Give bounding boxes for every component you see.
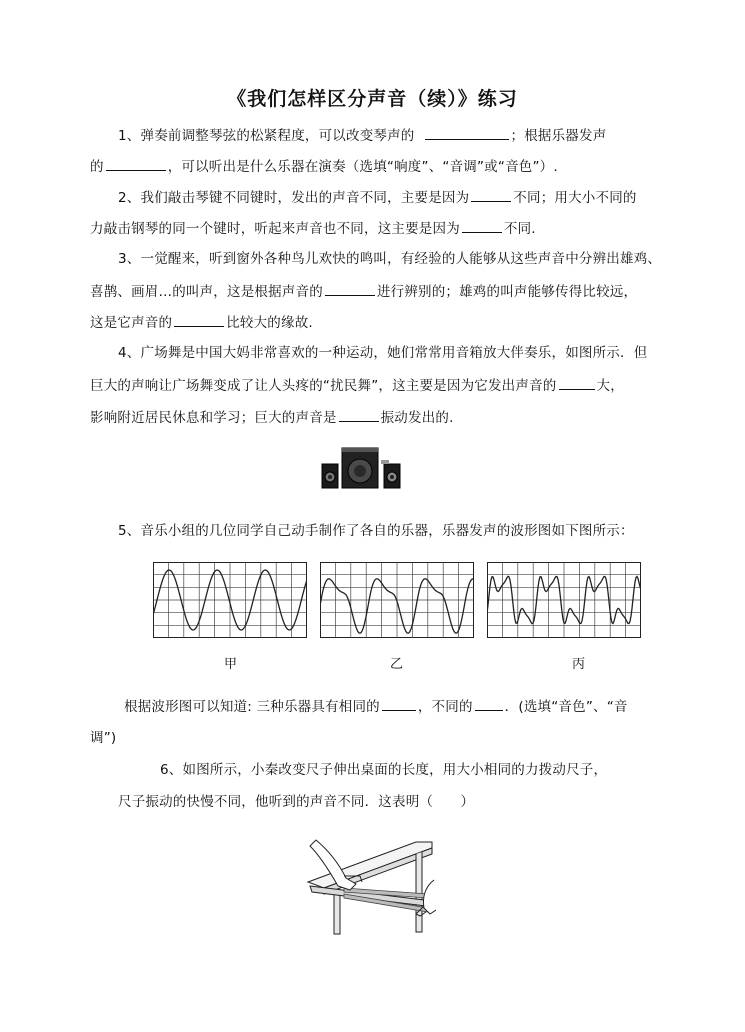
q4-text-c: 影响附近居民休息和学习；巨大的声音是 [90,410,337,426]
waveform-label-jia: 甲 [224,657,238,672]
q4-text-b: 大， [596,378,624,394]
q4-blank-2[interactable] [339,408,379,422]
q5-text-b: ，不同的 [417,699,473,715]
q4-line1: 4、广场舞是中国大妈非常喜欢的一种运动，她们常常用音箱放大伴奏乐，如图所示．但 [118,345,648,361]
q3-line2 [90,282,637,301]
waveform-yi [320,562,474,638]
q2-blank-1[interactable] [471,188,511,202]
waveform-jia [153,562,307,638]
q4-blank-1[interactable] [559,376,595,390]
q6-line1: 6、如图所示，小秦改变尺子伸出桌面的长度，用大小相同的力拨动尺子， [160,762,608,778]
q3-text-d: 比较大的缘故. [226,315,313,331]
q5-text-a: 根据波形图可以知道: 三种乐器具有相同的 [124,699,380,715]
q1-text-b: ；根据乐器发声 [510,128,607,144]
q1-line2 [90,157,558,176]
q2-text-c: 力敲击钢琴的同一个键时，听起来声音也不同，这主要是因为 [90,221,460,237]
q3-blank-1[interactable] [325,282,375,296]
waveform-label-yi: 乙 [390,657,404,672]
q5-blank-1[interactable] [382,697,416,711]
q1-blank-2[interactable] [106,157,166,171]
q1-blank-1[interactable] [425,126,509,140]
q5-after-line1 [124,697,628,716]
q4-line2 [90,376,624,395]
speaker-image [318,444,412,492]
q3-text-c: 这是它声音的 [90,315,173,331]
q3-line1: 3、一觉醒来，听到窗外各种鸟儿欢快的鸣叫，有经验的人能够从这些声音中分辨出雄鸡、 [118,251,662,267]
q1-text-d: ，可以听出是什么乐器在演奏（选填“响度”、“音调”或“音色”）. [167,159,558,175]
ruler-desk-image [304,836,436,936]
q2-text-a: 2、我们敲击琴键不同键时，发出的声音不同，主要是因为 [118,190,470,206]
waveform-label-bing: 丙 [572,657,586,672]
q2-blank-2[interactable] [462,219,502,233]
q3-blank-2[interactable] [174,313,224,327]
q3-text-a: 喜鹊、画眉…的叫声，这是根据声音的 [90,284,323,300]
q4-text-a: 巨大的声响让广场舞变成了让人头疼的“扰民舞”，这主要是因为它发出声音的 [90,378,557,394]
q1-line1 [118,126,606,145]
q4-line3 [90,408,454,427]
q2-line1 [118,188,637,207]
q3-text-b: 进行辨别的；雄鸡的叫声能够传得比较远， [376,284,638,300]
q5-text-c: ．(选填“音色”、“音 [504,699,628,715]
q1-text-a: 1、弹奏前调整琴弦的松紧程度，可以改变琴声的 [118,128,415,144]
q6-line2: 尺子振动的快慢不同，他听到的声音不同．这表明（ ） [118,794,475,810]
q2-text-d: 不同. [503,221,536,237]
q2-line2 [90,219,536,238]
q3-line3 [90,313,313,332]
q2-text-b: 不同；用大小不同的 [513,190,637,206]
q5-blank-2[interactable] [475,697,503,711]
waveform-bing [487,562,641,638]
page-title: 《我们怎样区分声音（续）》练习 [227,88,518,110]
q5-after-line2: 调”) [90,730,117,746]
q1-text-c: 的 [90,159,104,175]
q4-text-d: 振动发出的. [380,410,454,426]
q5-line1: 5、音乐小组的几位同学自己动手制作了各自的乐器，乐器发声的波形图如下图所示： [118,523,634,539]
